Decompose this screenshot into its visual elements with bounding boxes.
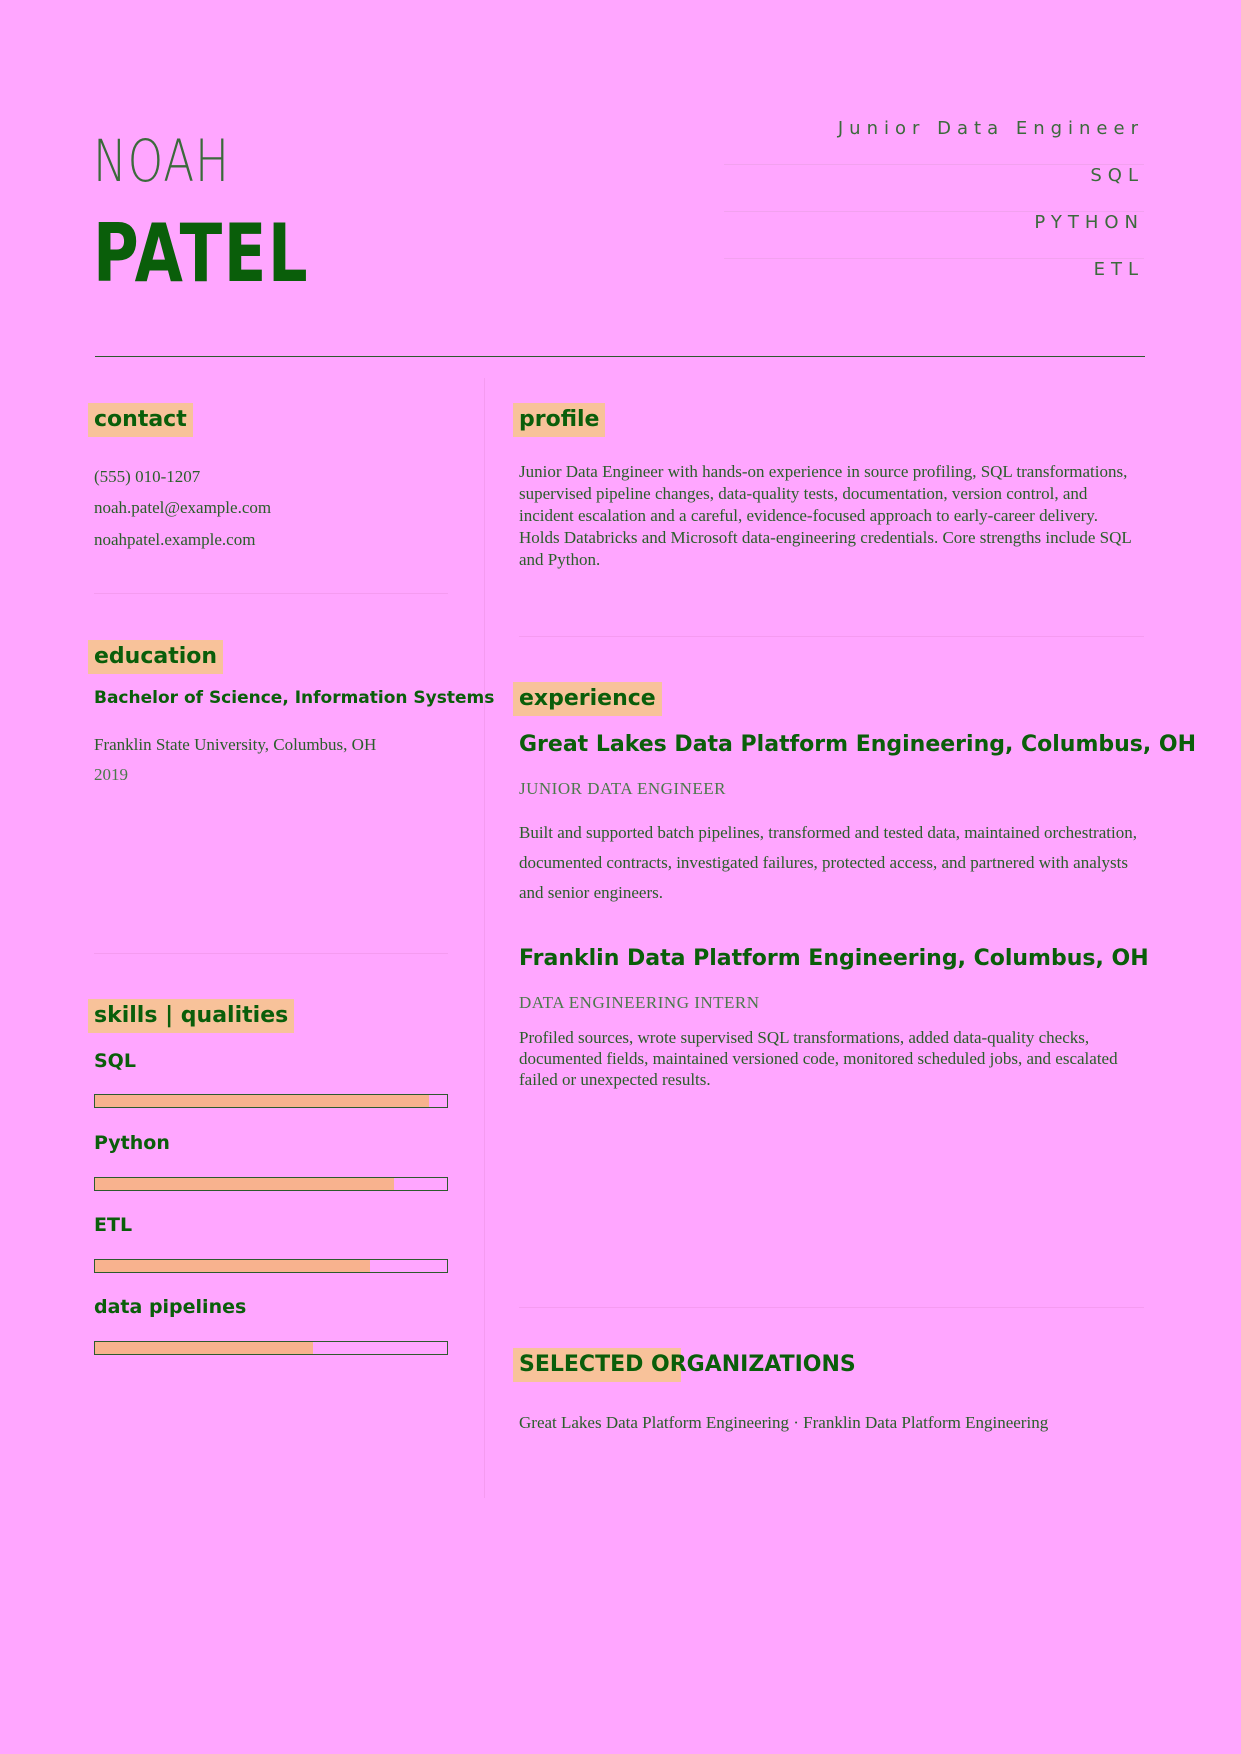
skill-bar-fill bbox=[95, 1178, 394, 1190]
column-divider bbox=[484, 378, 485, 1498]
section-divider bbox=[94, 953, 448, 954]
contact-phone: (555) 010-1207 bbox=[94, 467, 201, 486]
profile-heading: profile bbox=[513, 403, 605, 437]
contact-email[interactable]: noah.patel@example.com bbox=[94, 498, 272, 517]
tagline-list bbox=[724, 118, 1144, 306]
education-heading: education bbox=[88, 640, 223, 674]
section-divider bbox=[94, 593, 448, 594]
education-degree: Bachelor of Science, Information Systems bbox=[94, 688, 495, 708]
last-name: PATEL bbox=[93, 207, 310, 300]
skill-bar-etl bbox=[94, 1259, 448, 1273]
skill-name: SQL bbox=[94, 1050, 136, 1072]
tagline-skill: ETL bbox=[1093, 259, 1144, 280]
job-role: JUNIOR DATA ENGINEER bbox=[519, 779, 726, 798]
skills-heading: skills | qualities bbox=[88, 999, 294, 1033]
skill-name: data pipelines bbox=[94, 1296, 247, 1318]
organizations-heading: SELECTED ORGANIZATIONS bbox=[519, 1352, 856, 1377]
tagline-skill: PYTHON bbox=[724, 212, 1144, 259]
education-year: 2019 bbox=[94, 765, 128, 784]
section-divider bbox=[519, 1307, 1144, 1308]
job-company: Great Lakes Data Platform Engineering, Columbus, OH bbox=[519, 732, 1197, 757]
first-name: NOAH bbox=[93, 127, 230, 195]
skill-bar-fill bbox=[95, 1342, 313, 1354]
skill-bar-data-pipelines bbox=[94, 1341, 448, 1355]
skill-bar-sql bbox=[94, 1094, 448, 1108]
profile-text: Junior Data Engineer with hands-on experience in source profiling, SQL transformations, supervised pipeline changes, data-quality tests, documentation, version control, and incident escalation and a careful, evidence-focused approach to early-career delivery. Holds Databricks and Microsoft data-engineering credentials. Core strengths include SQL and Python. bbox=[519, 462, 1132, 569]
header-divider bbox=[95, 356, 1145, 357]
skill-name: Python bbox=[94, 1132, 170, 1154]
education-school: Franklin State University, Columbus, OH bbox=[94, 735, 377, 754]
job-description: Built and supported batch pipelines, transformed and tested data, maintained orchestration, documented contracts, investigated failures, protected access, and partnered with analysts and senior engineers. bbox=[519, 823, 1137, 902]
skill-bar-fill bbox=[95, 1095, 429, 1107]
experience-heading: experience bbox=[513, 682, 662, 716]
job-company: Franklin Data Platform Engineering, Columbus, OH bbox=[519, 946, 1149, 971]
tagline-skill: SQL bbox=[724, 165, 1144, 212]
job-description: Profiled sources, wrote supervised SQL transformations, added data-quality checks, documented fields, maintained versioned code, monitored scheduled jobs, and escalated failed or unexpected results. bbox=[519, 1028, 1118, 1089]
skill-bar-python bbox=[94, 1177, 448, 1191]
job-role: DATA ENGINEERING INTERN bbox=[519, 993, 760, 1012]
contact-website[interactable]: noahpatel.example.com bbox=[94, 530, 256, 549]
skill-name: ETL bbox=[94, 1214, 133, 1236]
contact-heading: contact bbox=[88, 403, 193, 437]
organizations-text: Great Lakes Data Platform Engineering · Franklin Data Platform Engineering bbox=[519, 1413, 1049, 1432]
section-divider bbox=[519, 636, 1144, 637]
tagline-title: Junior Data Engineer bbox=[724, 118, 1144, 165]
skill-bar-fill bbox=[95, 1260, 370, 1272]
